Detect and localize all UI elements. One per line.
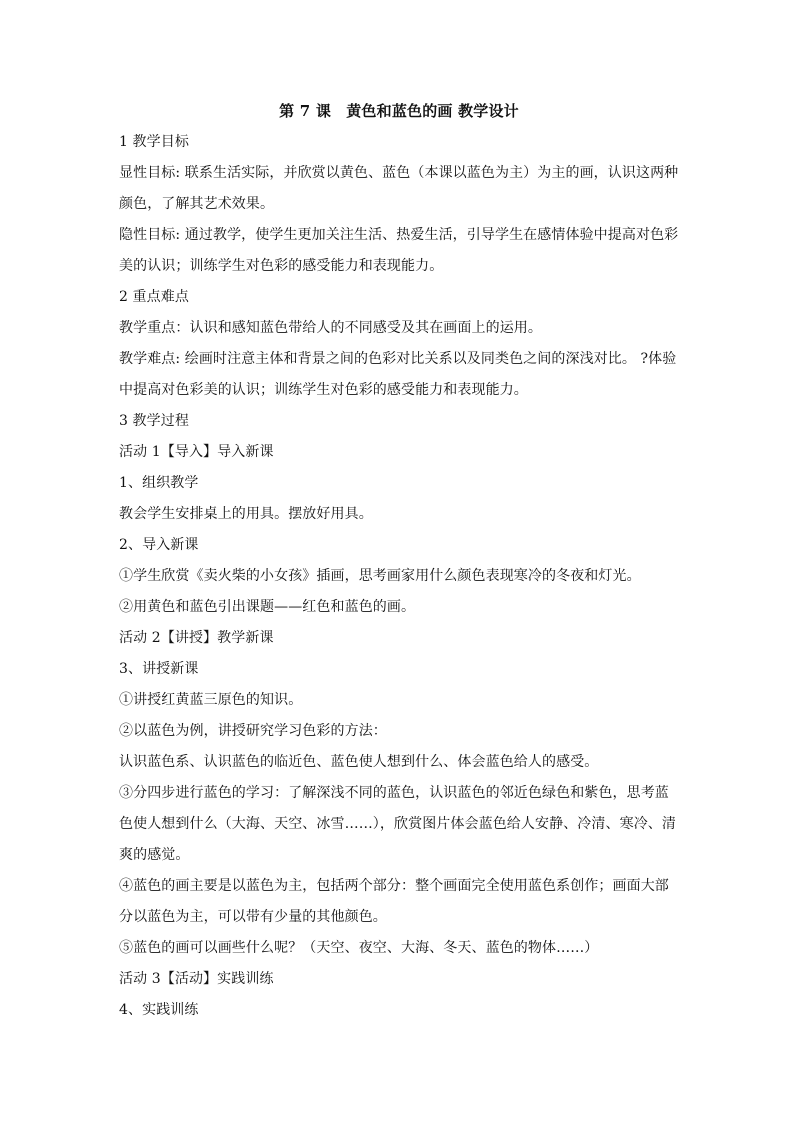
paragraph-line: 中提高对色彩美的认识；训练学生对色彩的感受能力和表现能力。: [119, 382, 528, 398]
activity-heading: 活动 3【活动】实践训练: [119, 971, 274, 987]
section-heading-process: 3 教学过程: [119, 413, 189, 429]
document-body: [119, 96, 679, 1026]
step-heading: 4、实践训练: [119, 1002, 199, 1018]
activity-heading: 活动 1【导入】导入新课: [119, 444, 274, 460]
step-heading: 3、讲授新课: [119, 661, 199, 677]
list-item: ①讲授红黄蓝三原色的知识。: [119, 692, 303, 708]
list-item: ④蓝色的画主要是以蓝色为主，包括两个部分：整个画面完全使用蓝色系创作；画面大部: [119, 878, 669, 894]
paragraph-line: 教学难点: 绘画时注意主体和背景之间的色彩对比关系以及同类色之间的深浅对比。 ?体验: [119, 351, 677, 367]
paragraph-line: 显性目标: 联系生活实际，并欣赏以黄色、蓝色（本课以蓝色为主）为主的画，认识这两种: [119, 165, 679, 181]
paragraph-line: 爽的感觉。: [119, 847, 190, 863]
paragraph-line: 颜色，了解其艺术效果。: [119, 196, 275, 212]
paragraph-line: 教会学生安排桌上的用具。摆放好用具。: [119, 506, 373, 522]
list-item: ①学生欣赏《卖火柴的小女孩》插画，思考画家用什么颜色表现寒冷的冬夜和灯光。: [119, 568, 641, 584]
paragraph-line: 美的认识；训练学生对色彩的感受能力和表现能力。: [119, 258, 444, 274]
paragraph-line: 教学重点：认识和感知蓝色带给人的不同感受及其在画面上的运用。: [119, 320, 542, 336]
list-item: ②用黄色和蓝色引出课题——红色和蓝色的画。: [119, 599, 416, 615]
list-item: ③分四步进行蓝色的学习：了解深浅不同的蓝色，认识蓝色的邻近色绿色和紫色，思考蓝: [119, 785, 669, 801]
document-title: 第 7 课 黄色和蓝色的画 教学设计: [279, 102, 519, 120]
section-heading-objectives: 1 教学目标: [119, 134, 189, 150]
list-item: ⑤蓝色的画可以画些什么呢？（天空、夜空、大海、冬天、蓝色的物体……）: [119, 940, 599, 956]
paragraph-line: 分以蓝色为主，可以带有少量的其他颜色。: [119, 909, 387, 925]
activity-heading: 活动 2【讲授】教学新课: [119, 630, 274, 646]
section-heading-key-points: 2 重点难点: [119, 289, 189, 305]
paragraph-line: 色使人想到什么（大海、天空、冰雪……），欣赏图片体会蓝色给人安静、冷清、寒冷、清: [119, 816, 676, 832]
paragraph-line: 认识蓝色系、认识蓝色的临近色、蓝色使人想到什么、体会蓝色给人的感受。: [119, 754, 599, 770]
step-heading: 1、组织教学: [119, 475, 199, 491]
list-item: ②以蓝色为例，讲授研究学习色彩的方法：: [119, 723, 387, 739]
step-heading: 2、导入新课: [119, 537, 199, 553]
paragraph-line: 隐性目标: 通过教学，使学生更加关注生活、热爱生活，引导学生在感情体验中提高对色彩: [119, 227, 679, 243]
